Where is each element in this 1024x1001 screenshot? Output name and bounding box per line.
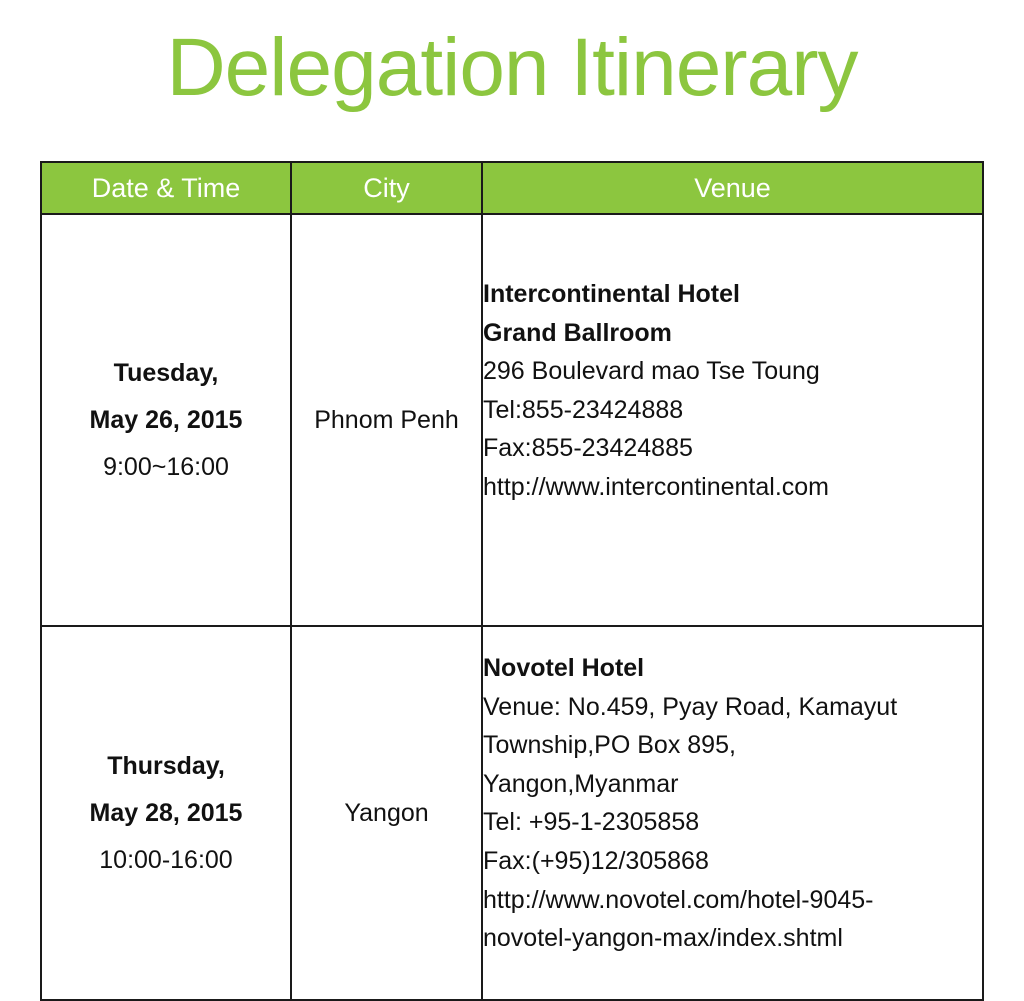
page-title: Delegation Itinerary — [166, 22, 858, 113]
venue-address-line-3: Yangon,Myanmar — [483, 769, 679, 798]
date-time-cell — [41, 214, 291, 626]
table-row — [41, 214, 983, 626]
venue-url-line-2: novotel-yangon-max/index.shtml — [483, 924, 843, 953]
date-time-cell — [41, 626, 291, 1000]
venue-address-line-1: Venue: No.459, Pyay Road, Kamayut — [483, 692, 898, 721]
time-text: 10:00-16:00 — [99, 845, 233, 874]
city-cell: Yangon — [291, 626, 482, 1000]
venue-cell — [482, 214, 983, 626]
city-cell: Phnom Penh — [291, 214, 482, 626]
time-text: 9:00~16:00 — [103, 452, 229, 481]
venue-url-line-1: http://www.novotel.com/hotel-9045- — [483, 885, 874, 914]
itinerary-table — [40, 161, 984, 1001]
venue-address: 296 Boulevard mao Tse Toung — [483, 357, 820, 386]
venue-phone: Tel: +95-1-2305858 — [483, 808, 700, 837]
venue-address-line-2: Township,PO Box 895, — [483, 731, 736, 760]
date-text: May 28, 2015 — [89, 798, 243, 827]
table-row — [41, 626, 983, 1000]
venue-name: Intercontinental Hotel — [483, 280, 740, 308]
header-venue: Venue — [482, 162, 983, 214]
venue-phone: Tel:855-23424888 — [483, 395, 684, 424]
venue-name: Novotel Hotel — [483, 654, 645, 682]
venue-cell — [482, 626, 983, 1000]
venue-fax: Fax:(+95)12/305868 — [483, 846, 709, 875]
venue-url: http://www.intercontinental.com — [483, 472, 829, 501]
venue-room: Grand Ballroom — [483, 318, 672, 347]
day-text: Tuesday, — [113, 358, 219, 387]
header-city: City — [291, 162, 482, 214]
venue-fax: Fax:855-23424885 — [483, 434, 693, 463]
date-text: May 26, 2015 — [89, 405, 243, 434]
header-date-time: Date & Time — [41, 162, 291, 214]
table-header-row — [41, 162, 983, 214]
day-text: Thursday, — [107, 751, 225, 780]
